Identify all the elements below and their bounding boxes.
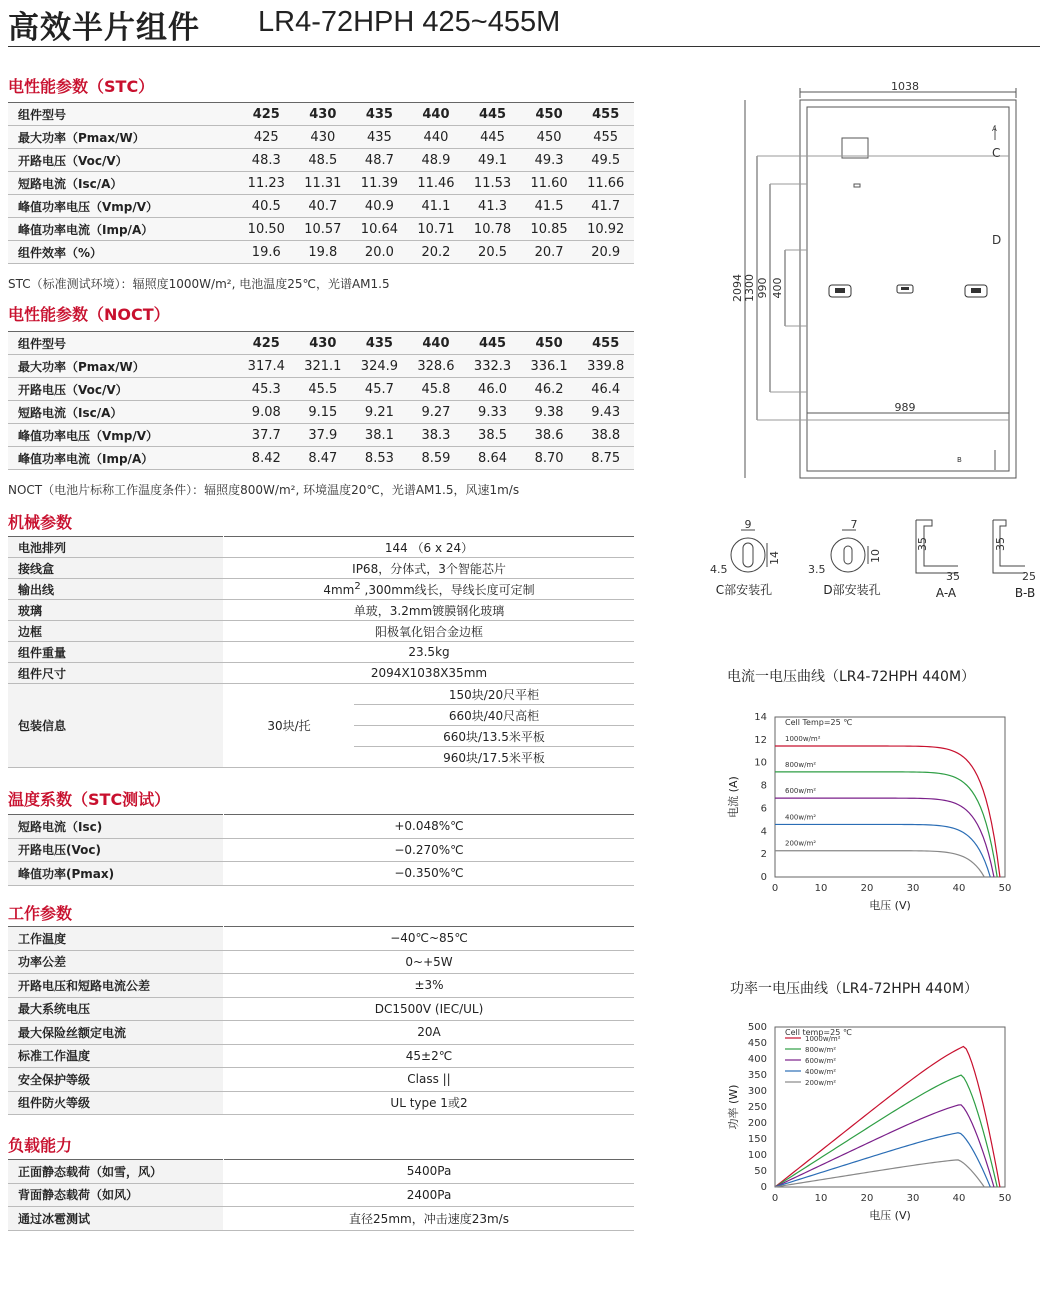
row-label: 包装信息: [8, 684, 224, 768]
legend-label: 800w/m²: [805, 1046, 837, 1054]
bb-label: B-B: [1014, 586, 1036, 600]
row-label: 组件重量: [8, 642, 224, 663]
pv-chart-title: 功率一电压曲线（LR4-72HPH 440M）: [730, 981, 979, 997]
cell-value: 49.5: [577, 149, 634, 172]
table-row: [8, 642, 634, 663]
dim-1300: 1300: [743, 274, 756, 302]
row-label: 组件尺寸: [8, 663, 224, 684]
table-row: [8, 684, 634, 705]
cell-value: 445: [464, 126, 521, 149]
x-axis-label: 电压 (V): [869, 899, 911, 912]
row-value: $4mm^2$ ,300mm线长，导线长度可定制: [224, 579, 635, 600]
dim-2094: 2094: [731, 274, 744, 302]
y-tick-label: 400: [747, 1054, 767, 1065]
row-label: 标准工作温度: [8, 1044, 224, 1068]
table-row: [8, 838, 634, 862]
cell-value: 9.43: [577, 401, 634, 424]
mech-section-title: 机械参数: [8, 513, 73, 532]
row-label: 峰值功率(Pmax): [8, 862, 224, 886]
cell-value: 41.1: [408, 195, 465, 218]
work-table: [8, 926, 634, 1115]
cell-value: 11.53: [464, 172, 521, 195]
cell-value: 37.7: [238, 424, 295, 447]
y-tick-label: 200: [747, 1118, 767, 1129]
cell-value: 37.9: [295, 424, 352, 447]
cell-value: 435: [351, 126, 408, 149]
cell-value: 38.5: [464, 424, 521, 447]
row-label: 安全保护等级: [8, 1068, 224, 1092]
cell-value: 455: [577, 126, 634, 149]
row-label: 工作温度: [8, 927, 224, 951]
noct-section-title: 电性能参数（NOCT）: [8, 305, 170, 324]
cell-value: 46.2: [521, 378, 578, 401]
row-value: 144 （6 x 24）: [224, 537, 635, 558]
row-value: 单玻，3.2mm镀膜钢化玻璃: [224, 600, 635, 621]
row-label: 边框: [8, 621, 224, 642]
page-title: 高效半片组件: [8, 10, 200, 46]
cell-value: 20.7: [521, 241, 578, 264]
d-hole-circle: [831, 538, 865, 572]
detail-drawings: [700, 518, 1050, 608]
cell-value: 435: [351, 332, 408, 355]
series-label: 400w/m²: [785, 813, 817, 822]
legend-label: 600w/m²: [805, 1057, 837, 1065]
cell-value: 40.5: [238, 195, 295, 218]
table-row: [8, 1160, 634, 1184]
cell-value: 10.85: [521, 218, 578, 241]
cell-value: 45.8: [408, 378, 465, 401]
dim-989: 989: [894, 401, 916, 414]
packing-item: 960块/17.5米平板: [354, 747, 634, 768]
y-tick-label: 300: [747, 1086, 767, 1097]
c-detail-label: C部安装孔: [715, 583, 773, 597]
cell-value: 20.5: [464, 241, 521, 264]
cell-value: 440: [408, 126, 465, 149]
cell-value: 8.64: [464, 447, 521, 470]
cell-value: 430: [295, 332, 352, 355]
y-tick-label: 0: [760, 1182, 767, 1193]
row-value: DC1500V (IEC/UL): [224, 997, 635, 1021]
series-label: 800w/m²: [785, 760, 817, 769]
aa-label: A-A: [935, 586, 957, 600]
cell-value: 440: [408, 103, 465, 126]
work-section-title: 工作参数: [8, 904, 73, 923]
cell-value: 339.8: [577, 355, 634, 378]
y-tick-label: 2: [760, 849, 767, 861]
cell-value: 41.5: [521, 195, 578, 218]
cell-value: 430: [295, 103, 352, 126]
table-row: [8, 621, 634, 642]
row-label: 最大功率（Pmax/W）: [8, 355, 238, 378]
table-row: [8, 1091, 634, 1115]
y-axis-label: 功率 (W): [727, 1084, 740, 1130]
x-tick-label: 50: [998, 1193, 1012, 1204]
d-dim-35: 3.5: [808, 563, 826, 576]
cell-value: 20.2: [408, 241, 465, 264]
row-value: +0.048%℃: [224, 815, 635, 839]
legend-label: 200w/m²: [805, 1079, 837, 1087]
d-dim-10: 10: [869, 549, 882, 563]
row-value: −0.270%℃: [224, 838, 635, 862]
detail-mark-d: D: [992, 233, 1002, 247]
c-dim-9: 9: [744, 518, 752, 531]
row-value: 阳极氧化铝合金边框: [224, 621, 635, 642]
x-tick-label: 40: [952, 883, 966, 894]
cell-value: 8.75: [577, 447, 634, 470]
row-value: Class ||: [224, 1068, 635, 1092]
cell-value: 8.42: [238, 447, 295, 470]
cell-value: 8.59: [408, 447, 465, 470]
cell-value: 10.50: [238, 218, 295, 241]
cell-value: 450: [521, 332, 578, 355]
row-label: 短路电流（Isc): [8, 815, 224, 839]
x-tick-label: 40: [952, 1193, 966, 1204]
cell-value: 38.6: [521, 424, 578, 447]
packing-item: 660块/40尺高柜: [354, 705, 634, 726]
y-tick-label: 4: [760, 826, 767, 838]
row-label: 最大功率（Pmax/W）: [8, 126, 238, 149]
row-value: 20A: [224, 1021, 635, 1045]
x-tick-label: 0: [771, 883, 779, 894]
table-row: [8, 974, 634, 998]
table-row: [8, 1044, 634, 1068]
table-header-row: [8, 103, 634, 126]
cell-value: 11.39: [351, 172, 408, 195]
cell-value: 19.8: [295, 241, 352, 264]
row-value: 直径25mm，冲击速度23m/s: [224, 1207, 635, 1231]
y-tick-label: 8: [760, 780, 767, 792]
cell-value: 20.9: [577, 241, 634, 264]
cell-value: 45.3: [238, 378, 295, 401]
section-mark-b: B: [957, 456, 962, 464]
cell-value: 46.4: [577, 378, 634, 401]
table-row: [8, 579, 634, 600]
row-label: 组件型号: [8, 103, 238, 126]
cell-value: 10.71: [408, 218, 465, 241]
dim-990: 990: [756, 277, 769, 299]
cell-value: 45.5: [295, 378, 352, 401]
cell-value: 324.9: [351, 355, 408, 378]
cell-value: 321.1: [295, 355, 352, 378]
label-plate: [842, 138, 868, 158]
x-tick-label: 20: [860, 883, 874, 894]
y-tick-label: 10: [754, 757, 767, 769]
cell-value: 38.3: [408, 424, 465, 447]
cell-value: 46.0: [464, 378, 521, 401]
cell-value: 10.78: [464, 218, 521, 241]
series-label: 1000w/m²: [785, 735, 821, 744]
row-label: 开路电压（Voc/V）: [8, 378, 238, 401]
table-row: [8, 663, 634, 684]
iv-chart-title: 电流一电压曲线（LR4-72HPH 440M）: [727, 669, 976, 685]
cell-value: 430: [295, 126, 352, 149]
row-label: 组件防火等级: [8, 1091, 224, 1115]
row-value: 0~+5W: [224, 950, 635, 974]
stc-section-title: 电性能参数（STC）: [8, 77, 155, 96]
row-value: 2400Pa: [224, 1183, 635, 1207]
row-value: 45±2℃: [224, 1044, 635, 1068]
row-label: 短路电流（Isc/A）: [8, 401, 238, 424]
page-header: [8, 0, 1040, 47]
row-value: 5400Pa: [224, 1160, 635, 1184]
table-row: [8, 1068, 634, 1092]
cell-value: 10.64: [351, 218, 408, 241]
cell-value: 11.66: [577, 172, 634, 195]
x-tick-label: 10: [814, 1193, 828, 1204]
row-value: IP68，分体式，3个智能芯片: [224, 558, 635, 579]
c-slot: [743, 543, 753, 567]
cell-value: 9.38: [521, 401, 578, 424]
cell-value: 38.1: [351, 424, 408, 447]
row-label: 峰值功率电流（Imp/A）: [8, 447, 238, 470]
cell-value: 450: [521, 103, 578, 126]
noct-note: NOCT（电池片标称工作温度条件）：辐照度800W/m², 环境温度20℃，光谱AM1.5，风速1m/s: [8, 483, 520, 497]
noct-table: [8, 331, 634, 470]
cell-value: 49.3: [521, 149, 578, 172]
series-line: [775, 1160, 984, 1187]
row-label: 峰值功率电压（Vmp/V）: [8, 195, 238, 218]
y-tick-label: 450: [747, 1038, 767, 1049]
table-row: [8, 1021, 634, 1045]
table-row: [8, 241, 634, 264]
aa-dim-35v: 35: [916, 537, 929, 551]
cell-value: 455: [577, 103, 634, 126]
y-tick-label: 12: [754, 734, 767, 746]
row-label: 电池排列: [8, 537, 224, 558]
row-label: 玻璃: [8, 600, 224, 621]
bb-dim-35v: 35: [994, 537, 1007, 551]
table-header-row: [8, 332, 634, 355]
x-tick-label: 30: [906, 883, 920, 894]
row-label: 通过冰雹测试: [8, 1207, 224, 1231]
y-axis-label: 电流 (A): [727, 776, 740, 818]
packing-item: 150块/20尺平柜: [354, 684, 634, 705]
cell-value: 48.9: [408, 149, 465, 172]
pv-chart: [715, 1015, 1035, 1230]
dim-1038: 1038: [891, 80, 919, 93]
x-tick-label: 50: [998, 883, 1012, 894]
series-line: [775, 1075, 997, 1187]
legend-label: 1000w/m²: [805, 1035, 841, 1043]
table-row: [8, 1183, 634, 1207]
row-label: 短路电流（Isc/A）: [8, 172, 238, 195]
y-tick-label: 250: [747, 1102, 767, 1113]
row-value: −0.350%℃: [224, 862, 635, 886]
legend-label: 400w/m²: [805, 1068, 837, 1076]
d-detail-label: D部安装孔: [823, 583, 881, 597]
cell-value: 9.21: [351, 401, 408, 424]
cell-value: 425: [238, 126, 295, 149]
x-tick-label: 10: [814, 883, 828, 894]
table-row: [8, 997, 634, 1021]
table-row: [8, 862, 634, 886]
cell-value: 9.27: [408, 401, 465, 424]
x-tick-label: 20: [860, 1193, 874, 1204]
row-value: 2094X1038X35mm: [224, 663, 635, 684]
x-tick-label: 0: [771, 1193, 779, 1204]
junction-boxes: [829, 285, 987, 297]
table-row: [8, 950, 634, 974]
cell-value: 425: [238, 332, 295, 355]
y-tick-label: 50: [754, 1166, 767, 1177]
aa-dim-35h: 35: [946, 570, 960, 583]
table-row: [8, 378, 634, 401]
cell-value: 336.1: [521, 355, 578, 378]
y-tick-label: 100: [747, 1150, 767, 1161]
cell-value: 41.3: [464, 195, 521, 218]
cell-value: 8.47: [295, 447, 352, 470]
cell-value: 445: [464, 103, 521, 126]
stc-note: STC（标准测试环境）：辐照度1000W/m², 电池温度25℃，光谱AM1.5: [8, 277, 390, 291]
y-tick-label: 350: [747, 1070, 767, 1081]
cell-value: 40.7: [295, 195, 352, 218]
row-label: 组件型号: [8, 332, 238, 355]
model-range: LR4-72HPH 425~455M: [258, 6, 561, 38]
table-row: [8, 355, 634, 378]
c-dim-14: 14: [768, 551, 781, 565]
cell-value: 10.57: [295, 218, 352, 241]
cell-value: 48.5: [295, 149, 352, 172]
cell-value: 10.92: [577, 218, 634, 241]
row-label: 开路电压和短路电流公差: [8, 974, 224, 998]
row-label: 组件效率（%）: [8, 241, 238, 264]
table-row: [8, 537, 634, 558]
table-row: [8, 424, 634, 447]
table-row: [8, 1207, 634, 1231]
cell-value: 328.6: [408, 355, 465, 378]
c-dim-45: 4.5: [710, 563, 728, 576]
table-row: [8, 558, 634, 579]
drain-slot: [854, 184, 860, 187]
table-row: [8, 195, 634, 218]
table-row: [8, 149, 634, 172]
row-label: 峰值功率电流（Imp/A）: [8, 218, 238, 241]
y-tick-label: 6: [760, 803, 767, 815]
row-value: 23.5kg: [224, 642, 635, 663]
table-row: [8, 815, 634, 839]
x-axis-label: 电压 (V): [869, 1209, 911, 1222]
load-section-title: 负载能力: [8, 1136, 73, 1155]
cell-value: 11.60: [521, 172, 578, 195]
cell-value: 48.7: [351, 149, 408, 172]
cell-value: 455: [577, 332, 634, 355]
cell-value: 445: [464, 332, 521, 355]
load-table: [8, 1159, 634, 1231]
cell-value: 19.6: [238, 241, 295, 264]
row-label: 最大保险丝额定电流: [8, 1021, 224, 1045]
table-row: [8, 600, 634, 621]
row-label: 最大系统电压: [8, 997, 224, 1021]
y-tick-label: 14: [754, 712, 767, 723]
row-label: 正面静态载荷（如雪，风）: [8, 1160, 224, 1184]
module-drawing: [725, 80, 1045, 490]
cell-value: 11.31: [295, 172, 352, 195]
series-line: [775, 798, 994, 877]
series-line: [775, 851, 984, 877]
row-value: ±3%: [224, 974, 635, 998]
row-label: 接线盒: [8, 558, 224, 579]
temp-table: [8, 814, 634, 886]
series-label: 600w/m²: [785, 787, 817, 796]
cell-value: 332.3: [464, 355, 521, 378]
cell-value: 440: [408, 332, 465, 355]
y-tick-label: 500: [747, 1022, 767, 1033]
table-row: [8, 218, 634, 241]
cell-value: 425: [238, 103, 295, 126]
x-tick-label: 30: [906, 1193, 920, 1204]
table-row: [8, 126, 634, 149]
cell-value: 38.8: [577, 424, 634, 447]
row-value: UL type 1或2: [224, 1091, 635, 1115]
cell-value: 9.15: [295, 401, 352, 424]
packing-item: 660块/13.5米平板: [354, 726, 634, 747]
row-label: 背面静态载荷（如风）: [8, 1183, 224, 1207]
cell-value: 20.0: [351, 241, 408, 264]
row-label: 开路电压(Voc): [8, 838, 224, 862]
row-label: 功率公差: [8, 950, 224, 974]
table-row: [8, 401, 634, 424]
section-mark-a: A: [992, 125, 997, 133]
d-slot: [844, 546, 852, 564]
cell-value: 40.9: [351, 195, 408, 218]
detail-mark-c: C: [992, 146, 1001, 160]
cell-value: 9.08: [238, 401, 295, 424]
y-tick-label: 150: [747, 1134, 767, 1145]
row-value: −40℃~85℃: [224, 927, 635, 951]
cell-value: 450: [521, 126, 578, 149]
table-row: [8, 447, 634, 470]
iv-chart: [715, 705, 1035, 920]
cell-value: 11.23: [238, 172, 295, 195]
row-label: 峰值功率电压（Vmp/V）: [8, 424, 238, 447]
cell-value: 9.33: [464, 401, 521, 424]
cell-value: 8.53: [351, 447, 408, 470]
cell-value: 8.70: [521, 447, 578, 470]
row-label: 输出线: [8, 579, 224, 600]
cell-value: 317.4: [238, 355, 295, 378]
table-row: [8, 927, 634, 951]
mech-table: [8, 536, 634, 768]
table-row: [8, 172, 634, 195]
cell-value: 48.3: [238, 149, 295, 172]
cell-value: 435: [351, 103, 408, 126]
cell-value: 45.7: [351, 378, 408, 401]
series-label: 200w/m²: [785, 839, 817, 848]
bb-dim-25: 25: [1022, 570, 1036, 583]
row-label: 开路电压（Voc/V）: [8, 149, 238, 172]
d-dim-7: 7: [850, 518, 858, 531]
y-tick-label: 0: [760, 872, 767, 883]
cell-temp-annotation: Cell temp=25 ℃: [785, 1028, 852, 1037]
cell-value: 49.1: [464, 149, 521, 172]
temp-section-title: 温度系数（STC测试）: [8, 790, 171, 809]
stc-table: [8, 102, 634, 264]
cell-value: 41.7: [577, 195, 634, 218]
cell-temp-annotation: Cell Temp=25 ℃: [785, 718, 853, 727]
cell-value: 11.46: [408, 172, 465, 195]
dim-400: 400: [771, 277, 784, 299]
per-pallet: 30块/托: [224, 684, 355, 768]
